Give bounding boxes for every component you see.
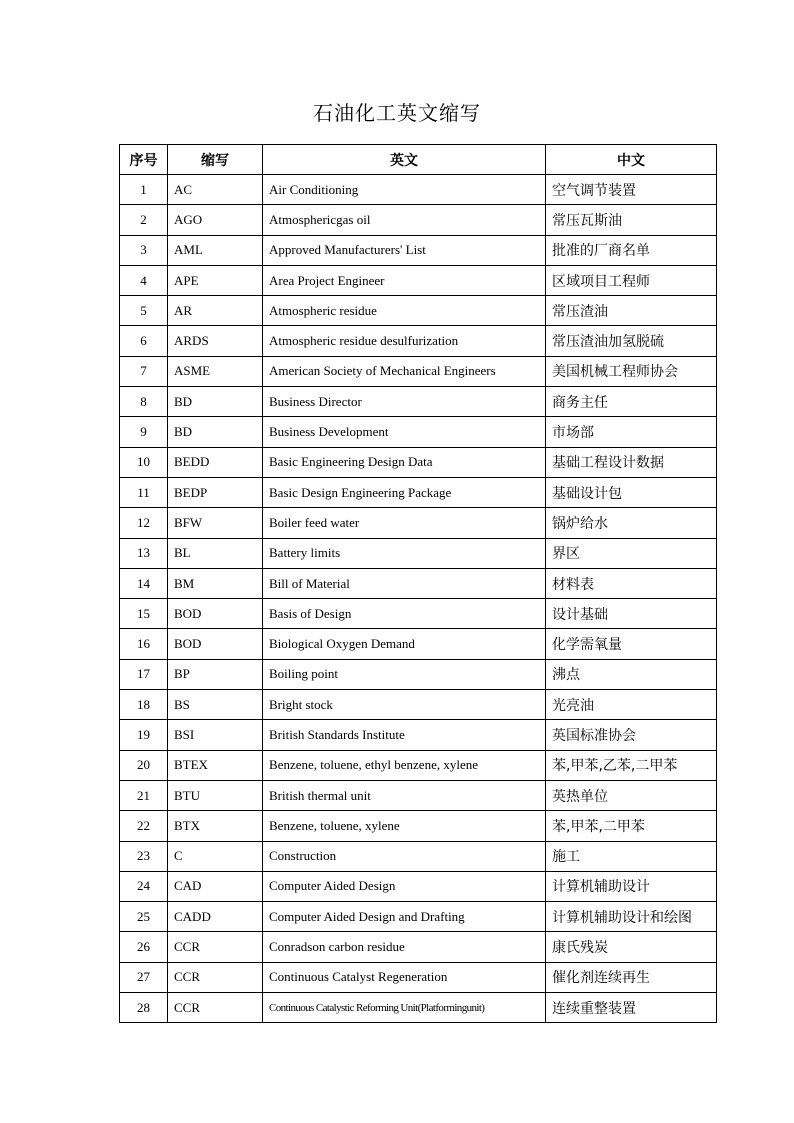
table-row [120,296,717,326]
row-number: 23 [120,841,168,871]
row-chinese-term: 英热单位 [546,780,717,810]
row-english-term: Business Director [263,387,546,417]
row-english-term: Benzene, toluene, xylene [263,811,546,841]
row-english-term: Boiler feed water [263,508,546,538]
row-number: 3 [120,235,168,265]
row-english-term: Biological Oxygen Demand [263,629,546,659]
row-chinese-term: 材料表 [546,568,717,598]
row-chinese-term: 界区 [546,538,717,568]
row-abbreviation: ASME [168,356,263,386]
row-chinese-term: 设计基础 [546,599,717,629]
row-abbreviation: BFW [168,508,263,538]
table-row [120,932,717,962]
row-abbreviation: BD [168,387,263,417]
row-number: 26 [120,932,168,962]
row-english-term: American Society of Mechanical Engineers [263,356,546,386]
row-english-term: Bill of Material [263,568,546,598]
row-abbreviation: C [168,841,263,871]
row-chinese-term: 锅炉给水 [546,508,717,538]
header-chinese: 中文 [546,145,717,175]
table-row [120,902,717,932]
row-chinese-term: 商务主任 [546,387,717,417]
abbreviation-table [119,144,717,1023]
row-english-term: Air Conditioning [263,175,546,205]
row-number: 20 [120,750,168,780]
row-chinese-term: 常压渣油 [546,296,717,326]
table-row [120,720,717,750]
row-number: 5 [120,296,168,326]
table-row [120,780,717,810]
row-chinese-term: 常压瓦斯油 [546,205,717,235]
table-row [120,599,717,629]
row-english-term: British thermal unit [263,780,546,810]
table-row [120,629,717,659]
row-number: 18 [120,690,168,720]
table-row [120,235,717,265]
row-english-term: Continuous Catalystic Reforming Unit(Platformingunit) [263,993,546,1023]
row-english-term: Bright stock [263,690,546,720]
row-chinese-term: 英国标准协会 [546,720,717,750]
row-number: 6 [120,326,168,356]
row-abbreviation: BM [168,568,263,598]
row-abbreviation: AR [168,296,263,326]
header-abbr: 缩写 [168,145,263,175]
row-abbreviation: CADD [168,902,263,932]
row-number: 11 [120,477,168,507]
table-row [120,568,717,598]
row-number: 15 [120,599,168,629]
row-abbreviation: BTEX [168,750,263,780]
row-abbreviation: CCR [168,962,263,992]
row-abbreviation: APE [168,265,263,295]
row-number: 7 [120,356,168,386]
row-number: 25 [120,902,168,932]
table-row [120,508,717,538]
row-number: 21 [120,780,168,810]
row-chinese-term: 苯,甲苯,二甲苯 [546,811,717,841]
row-abbreviation: BOD [168,599,263,629]
row-english-term: Conradson carbon residue [263,932,546,962]
row-abbreviation: BD [168,417,263,447]
row-english-term: Computer Aided Design and Drafting [263,902,546,932]
row-abbreviation: BP [168,659,263,689]
row-english-term: Area Project Engineer [263,265,546,295]
row-chinese-term: 空气调节装置 [546,175,717,205]
row-english-term: Basic Engineering Design Data [263,447,546,477]
row-english-term: Atmospheric residue [263,296,546,326]
header-no: 序号 [120,145,168,175]
row-abbreviation: BTX [168,811,263,841]
row-abbreviation: CCR [168,993,263,1023]
row-chinese-term: 化学需氧量 [546,629,717,659]
table-row [120,387,717,417]
row-english-term: Construction [263,841,546,871]
table-row [120,477,717,507]
row-chinese-term: 基础设计包 [546,477,717,507]
row-abbreviation: AGO [168,205,263,235]
table-row [120,993,717,1023]
row-number: 13 [120,538,168,568]
row-chinese-term: 连续重整装置 [546,993,717,1023]
table-row [120,205,717,235]
row-number: 28 [120,993,168,1023]
row-chinese-term: 批准的厂商名单 [546,235,717,265]
table-row [120,962,717,992]
row-chinese-term: 计算机辅助设计 [546,871,717,901]
row-abbreviation: BEDP [168,477,263,507]
row-english-term: Basis of Design [263,599,546,629]
row-number: 17 [120,659,168,689]
row-abbreviation: CCR [168,932,263,962]
row-chinese-term: 康氏残炭 [546,932,717,962]
row-chinese-term: 苯,甲苯,乙苯,二甲苯 [546,750,717,780]
row-abbreviation: BS [168,690,263,720]
row-number: 9 [120,417,168,447]
document-title: 石油化工英文缩写 [313,101,481,125]
row-english-term: Approved Manufacturers' List [263,235,546,265]
table-row [120,841,717,871]
row-abbreviation: CAD [168,871,263,901]
header-english: 英文 [263,145,546,175]
row-english-term: Battery limits [263,538,546,568]
row-abbreviation: BOD [168,629,263,659]
row-number: 8 [120,387,168,417]
row-number: 14 [120,568,168,598]
table-row [120,538,717,568]
table-row [120,326,717,356]
row-number: 4 [120,265,168,295]
table-row [120,750,717,780]
row-number: 10 [120,447,168,477]
row-chinese-term: 计算机辅助设计和绘图 [546,902,717,932]
row-number: 1 [120,175,168,205]
row-english-term: Business Development [263,417,546,447]
row-abbreviation: BEDD [168,447,263,477]
row-abbreviation: BL [168,538,263,568]
table-row [120,659,717,689]
table-row [120,356,717,386]
row-abbreviation: BTU [168,780,263,810]
table-body [120,175,717,1023]
row-english-term: Continuous Catalyst Regeneration [263,962,546,992]
row-number: 12 [120,508,168,538]
row-abbreviation: BSI [168,720,263,750]
row-english-term: Atmospheric residue desulfurization [263,326,546,356]
row-chinese-term: 基础工程设计数据 [546,447,717,477]
table-row [120,690,717,720]
row-english-term: Benzene, toluene, ethyl benzene, xylene [263,750,546,780]
table-row [120,871,717,901]
table-row [120,417,717,447]
table-row [120,811,717,841]
row-chinese-term: 常压渣油加氢脱硫 [546,326,717,356]
row-chinese-term: 催化剂连续再生 [546,962,717,992]
row-chinese-term: 沸点 [546,659,717,689]
table-header-row [120,145,717,175]
row-number: 16 [120,629,168,659]
row-english-term: Boiling point [263,659,546,689]
row-number: 22 [120,811,168,841]
row-number: 24 [120,871,168,901]
table-row [120,175,717,205]
row-english-term: Computer Aided Design [263,871,546,901]
row-chinese-term: 区域项目工程师 [546,265,717,295]
row-abbreviation: AC [168,175,263,205]
row-chinese-term: 美国机械工程师协会 [546,356,717,386]
table-row [120,447,717,477]
row-number: 19 [120,720,168,750]
table-row [120,265,717,295]
row-chinese-term: 光亮油 [546,690,717,720]
row-chinese-term: 市场部 [546,417,717,447]
row-abbreviation: AML [168,235,263,265]
row-number: 2 [120,205,168,235]
row-abbreviation: ARDS [168,326,263,356]
row-number: 27 [120,962,168,992]
row-chinese-term: 施工 [546,841,717,871]
row-english-term: Basic Design Engineering Package [263,477,546,507]
row-english-term: British Standards Institute [263,720,546,750]
row-english-term: Atmosphericgas oil [263,205,546,235]
